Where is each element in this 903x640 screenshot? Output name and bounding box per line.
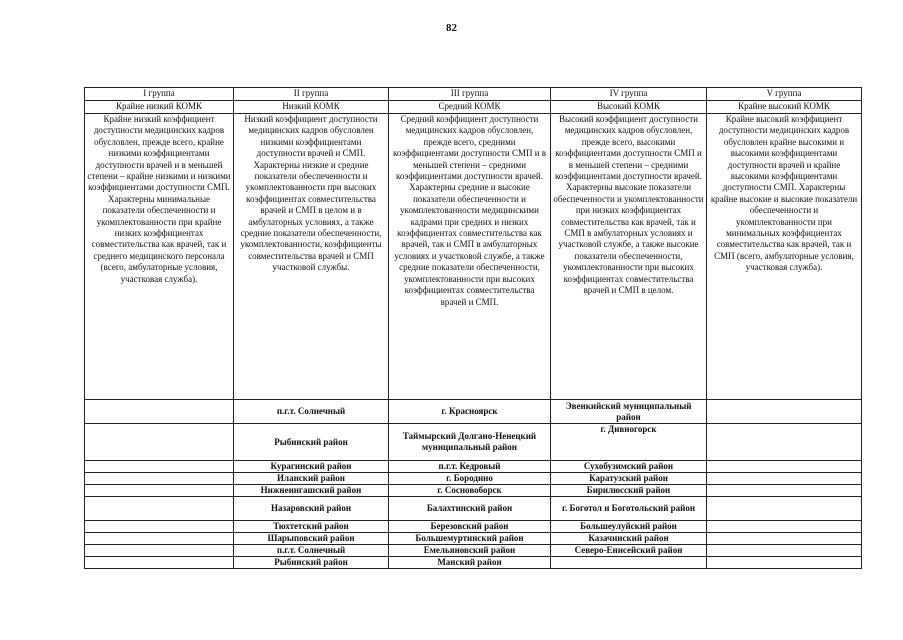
table-cell: г. Красноярск	[389, 400, 551, 424]
table-cell	[85, 461, 234, 473]
table-cell	[707, 473, 862, 485]
table-cell: Сухобузимский район	[551, 461, 707, 473]
komk-level: Крайне высокий КОМК	[707, 101, 862, 114]
table-cell: Манский район	[389, 557, 551, 569]
table-cell: Эвенкийский муниципальный район	[551, 400, 707, 424]
table-row	[85, 400, 862, 424]
komk-level: Высокий КОМК	[551, 101, 707, 114]
komk-level-row	[85, 101, 862, 114]
table-cell	[85, 545, 234, 557]
table-row	[85, 521, 862, 533]
table-cell	[707, 521, 862, 533]
table-cell	[707, 485, 862, 497]
table-cell	[707, 545, 862, 557]
table-cell: п.г.т. Солнечный	[234, 400, 389, 424]
table-cell	[707, 497, 862, 521]
group-header: II группа	[234, 88, 389, 101]
table-row	[85, 473, 862, 485]
table-cell: Бирилюсский район	[551, 485, 707, 497]
table-cell: Казачинский район	[551, 533, 707, 545]
table-cell	[551, 557, 707, 569]
table-cell: Большемуртинский район	[389, 533, 551, 545]
group-description: Низкий коэффициент доступности медицинских кадров обусловлен низкими коэффициентами доступности врачей и СМП. Характерны низкие и средние показатели обеспеченности и укомплектованности при высоких коэффициентах совместительства врачей и СМП в целом и в амбулаторных условиях, а также средние показатели обеспеченности, укомплектованности, коэффициенты совместительства врачей и СМП участковой службы.	[234, 114, 389, 400]
table-cell: Северо-Енисейский район	[551, 545, 707, 557]
table-cell: Шарыповский район	[234, 533, 389, 545]
page-number: 82	[446, 22, 457, 34]
table-cell: Рыбинский район	[234, 424, 389, 461]
table-cell: Назаровский район	[234, 497, 389, 521]
table-cell: Иланский район	[234, 473, 389, 485]
table-row	[85, 545, 862, 557]
table-cell: Рыбинский район	[234, 557, 389, 569]
table-cell: Курагинский район	[234, 461, 389, 473]
group-header: IV группа	[551, 88, 707, 101]
table-row	[85, 533, 862, 545]
table-row	[85, 557, 862, 569]
table-cell: Таймырский Долгано-Ненецкий муниципальный район	[389, 424, 551, 461]
table-cell: Большеулуйский район	[551, 521, 707, 533]
komk-level: Крайне низкий КОМК	[85, 101, 234, 114]
table-cell	[85, 497, 234, 521]
table-cell: г. Боготол и Боготольский район	[551, 497, 707, 521]
table-cell: г. Дивногорск	[551, 424, 707, 461]
table-row	[85, 424, 862, 461]
description-row	[85, 114, 862, 400]
komk-groups-table	[84, 87, 862, 569]
group-description: Крайне низкий коэффициент доступности медицинских кадров обусловлен, прежде всего, крайне низкими коэффициентами доступности врачей и в меньшей степени – крайне низкими и низкими коэффициентами доступности СМП. Характерны минимальные показатели обеспеченности и укомплектованности при крайне низких коэффициентах совместительства как врачей, так и среднего медицинского персонала (всего, амбулаторные условия, участковая служба).	[85, 114, 234, 400]
table-cell	[85, 557, 234, 569]
table-cell	[707, 557, 862, 569]
group-header: I группа	[85, 88, 234, 101]
table-cell: Емельяновский район	[389, 545, 551, 557]
table-row	[85, 461, 862, 473]
table-cell: Нижнеингашский район	[234, 485, 389, 497]
table-cell: Балахтинский район	[389, 497, 551, 521]
table-cell	[85, 400, 234, 424]
group-header: III группа	[389, 88, 551, 101]
table-cell: Каратузский район	[551, 473, 707, 485]
table-cell: г. Сосновоборск	[389, 485, 551, 497]
table-row	[85, 497, 862, 521]
table-cell: Тюхтетский район	[234, 521, 389, 533]
table-cell: п.г.т. Солнечный	[234, 545, 389, 557]
group-header: V группа	[707, 88, 862, 101]
komk-level: Средний КОМК	[389, 101, 551, 114]
group-header-row	[85, 88, 862, 101]
table-cell	[85, 473, 234, 485]
table-cell: п.г.т. Кедровый	[389, 461, 551, 473]
table-cell	[85, 533, 234, 545]
table-row	[85, 485, 862, 497]
table-cell: г. Бородино	[389, 473, 551, 485]
group-description: Высокий коэффициент доступности медицинских кадров обусловлен, прежде всего, высокими коэффициентами доступности СМП и в меньшей степени – средними коэффициентами доступности врачей. Характерны высокие показатели обеспеченности и укомплектованности при низких коэффициентах совместительства как врачей, так и СМП в амбулаторных условиях и участковой службе, а также высокие показатели обеспеченности, укомплектованности при высоких коэффициентах совместительства врачей и СМП в целом.	[551, 114, 707, 400]
table-cell	[707, 533, 862, 545]
komk-level: Низкий КОМК	[234, 101, 389, 114]
table-cell	[85, 521, 234, 533]
table-cell	[85, 485, 234, 497]
table-cell	[707, 461, 862, 473]
table-cell	[85, 424, 234, 461]
group-description: Средний коэффициент доступности медицинских кадров обусловлен, прежде всего, средними коэффициентами доступности СМП и в меньшей степени – средними коэффициентами доступности врачей. Характерны средние и высокие показатели обеспеченности и укомплектованности медицинскими кадрами при средних и низких коэффициентах совместительства как врачей, так и СМП в амбулаторных условиях и участковой службе, а также средние показатели обеспеченности, укомплектованности при высоких коэффициентах совместительства врачей и СМП.	[389, 114, 551, 400]
table-cell	[707, 424, 862, 461]
group-description: Крайне высокий коэффициент доступности медицинских кадров обусловлен крайне высокими и высокими коэффициентами доступности врачей и крайне высокими коэффициентами доступности СМП. Характерны крайне высокие и высокие показатели обеспеченности и укомплектованности при минимальных коэффициентах совместительства как врачей, так и СМП (всего, амбулаторные условия, участковая служба).	[707, 114, 862, 400]
table-cell: Березовский район	[389, 521, 551, 533]
table-cell	[707, 400, 862, 424]
